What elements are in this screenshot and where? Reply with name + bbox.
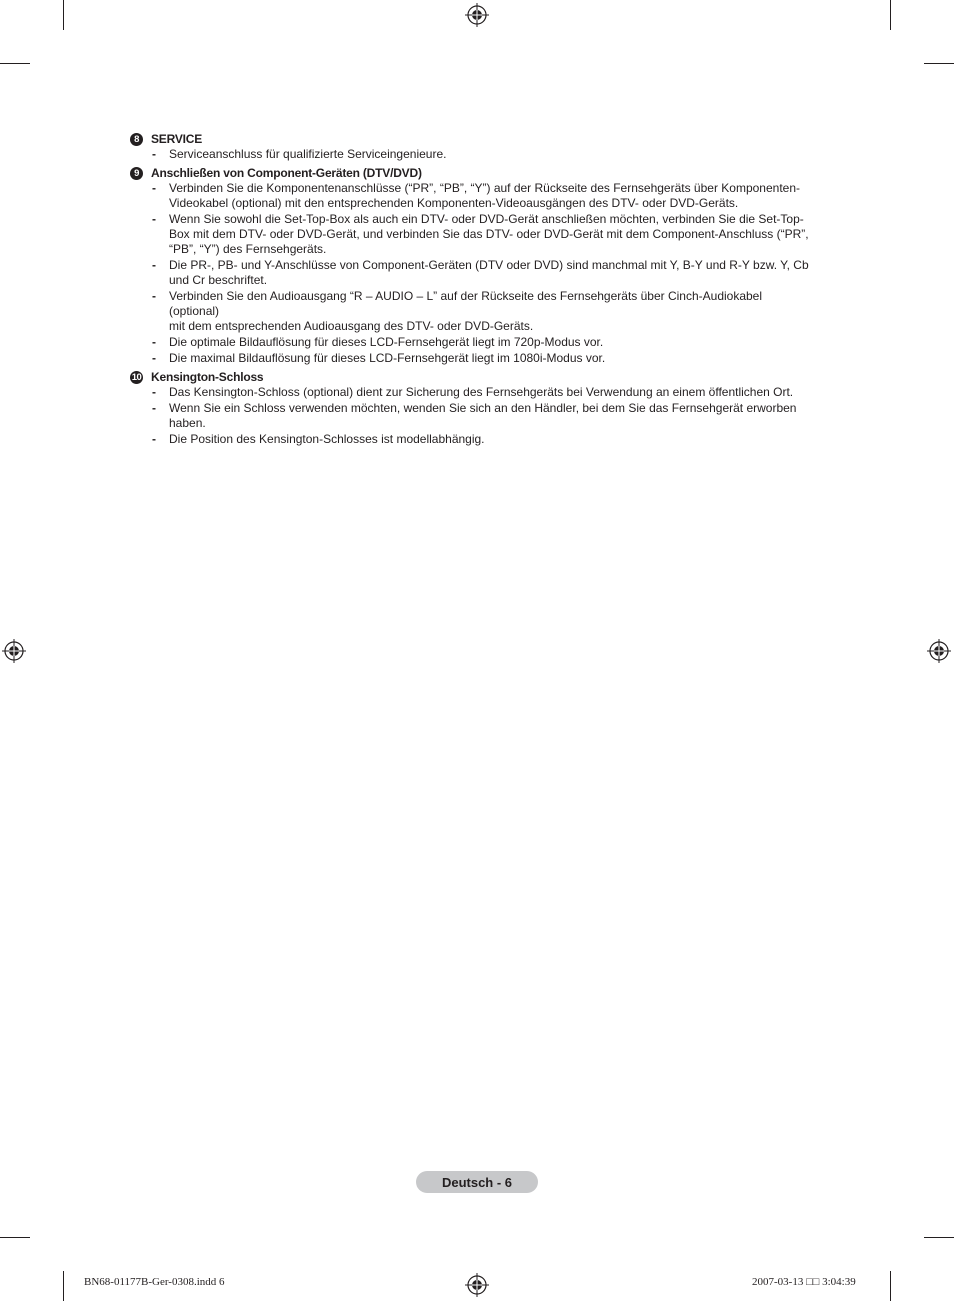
crop-mark xyxy=(63,0,64,30)
registration-mark-icon xyxy=(2,639,26,663)
registration-mark-icon xyxy=(927,639,951,663)
crop-mark xyxy=(63,1271,64,1301)
dash-bullet: - xyxy=(152,181,156,195)
list-item-text: Die maximal Bildauflösung für dieses LCD-Fernsehgerät liegt im 1080i-Modus vor. xyxy=(169,351,606,365)
list-item-text: Wenn Sie sowohl die Set-Top-Box als auch ein DTV- oder DVD-Gerät anschließen möchten, verbinden Sie die Set-Top- Box mit dem DTV- oder DVD-Gerät, und verbinden Sie das DTV- oder DVD-Gerät mit dem Component-Anschluss (“PR”, “PB”, “Y”) des Fernsehgeräts. xyxy=(169,212,809,256)
bullet-list xyxy=(130,147,810,162)
dash-bullet: - xyxy=(152,258,156,272)
dash-bullet: - xyxy=(152,289,156,303)
list-item xyxy=(130,258,810,288)
list-item xyxy=(130,385,810,400)
dash-bullet: - xyxy=(152,212,156,226)
list-item-text: Verbinden Sie den Audioausgang “R – AUDIO – L” auf der Rückseite des Fernsehgeräts über Cinch-Audiokabel (optional) mit dem entsprechenden Audioausgang des DTV- oder DVD-Geräts. xyxy=(169,289,763,333)
dash-bullet: - xyxy=(152,351,156,365)
dash-bullet: - xyxy=(152,385,156,399)
section-service xyxy=(130,131,810,162)
list-item-text: Serviceanschluss für qualifizierte Serviceingenieure. xyxy=(169,147,447,161)
section-heading xyxy=(130,131,810,147)
section-title: Anschließen von Component-Geräten (DTV/DVD) xyxy=(151,166,422,180)
manual-content xyxy=(130,131,810,450)
list-item-text: Die Position des Kensington-Schlosses ist modellabhängig. xyxy=(169,432,485,446)
page-number-badge xyxy=(416,1171,538,1193)
list-item-text: Die PR-, PB- und Y-Anschlüsse von Component-Geräten (DTV oder DVD) sind manchmal mit Y, B-Y und R-Y bzw. Y, Cb und Cr beschriftet. xyxy=(169,258,809,287)
crop-mark xyxy=(924,63,954,64)
list-item xyxy=(130,401,810,431)
crop-mark xyxy=(890,0,891,30)
list-item-text: Wenn Sie ein Schloss verwenden möchten, wenden Sie sich an den Händler, bei dem Sie das Fernsehgerät erworben haben. xyxy=(169,401,797,430)
bullet-list xyxy=(130,181,810,366)
registration-mark-icon xyxy=(465,3,489,27)
section-number-badge: 9 xyxy=(130,167,143,180)
dash-bullet: - xyxy=(152,432,156,446)
registration-mark-icon xyxy=(465,1273,489,1297)
list-item xyxy=(130,289,810,334)
section-title: SERVICE xyxy=(151,132,203,146)
section-kensington-lock xyxy=(130,369,810,447)
crop-mark xyxy=(890,1271,891,1301)
crop-mark xyxy=(0,63,30,64)
section-heading xyxy=(130,165,810,181)
page-label: Deutsch - 6 xyxy=(441,1174,513,1190)
list-item xyxy=(130,181,810,211)
list-item-text: Das Kensington-Schloss (optional) dient zur Sicherung des Fernsehgeräts bei Verwendung an einem öffentlichen Ort. xyxy=(169,385,794,399)
crop-mark xyxy=(924,1237,954,1238)
list-item xyxy=(130,432,810,447)
section-title: Kensington-Schloss xyxy=(151,370,264,384)
section-number-badge: 8 xyxy=(130,133,143,146)
list-item xyxy=(130,351,810,366)
section-heading xyxy=(130,369,810,385)
list-item xyxy=(130,335,810,350)
slug-filename: BN68-01177B-Ger-0308.indd 6 xyxy=(84,1276,225,1288)
list-item xyxy=(130,212,810,257)
dash-bullet: - xyxy=(152,335,156,349)
section-component-connection xyxy=(130,165,810,366)
bullet-list xyxy=(130,385,810,447)
section-number-badge: 10 xyxy=(131,371,142,383)
list-item-text: Verbinden Sie die Komponentenanschlüsse (“PR”, “PB”, “Y”) auf der Rückseite des Fernsehgeräts über Komponenten- Videokabel (optional) mit den entsprechenden Komponenten-Videoausgängen des DTV- oder DVD-Geräts. xyxy=(169,181,800,210)
crop-mark xyxy=(0,1237,30,1238)
dash-bullet: - xyxy=(152,401,156,415)
slug-timestamp: 2007-03-13 □□ 3:04:39 xyxy=(752,1276,856,1288)
dash-bullet: - xyxy=(152,147,156,161)
list-item xyxy=(130,147,810,162)
list-item-text: Die optimale Bildauflösung für dieses LCD-Fernsehgerät liegt im 720p-Modus vor. xyxy=(169,335,604,349)
